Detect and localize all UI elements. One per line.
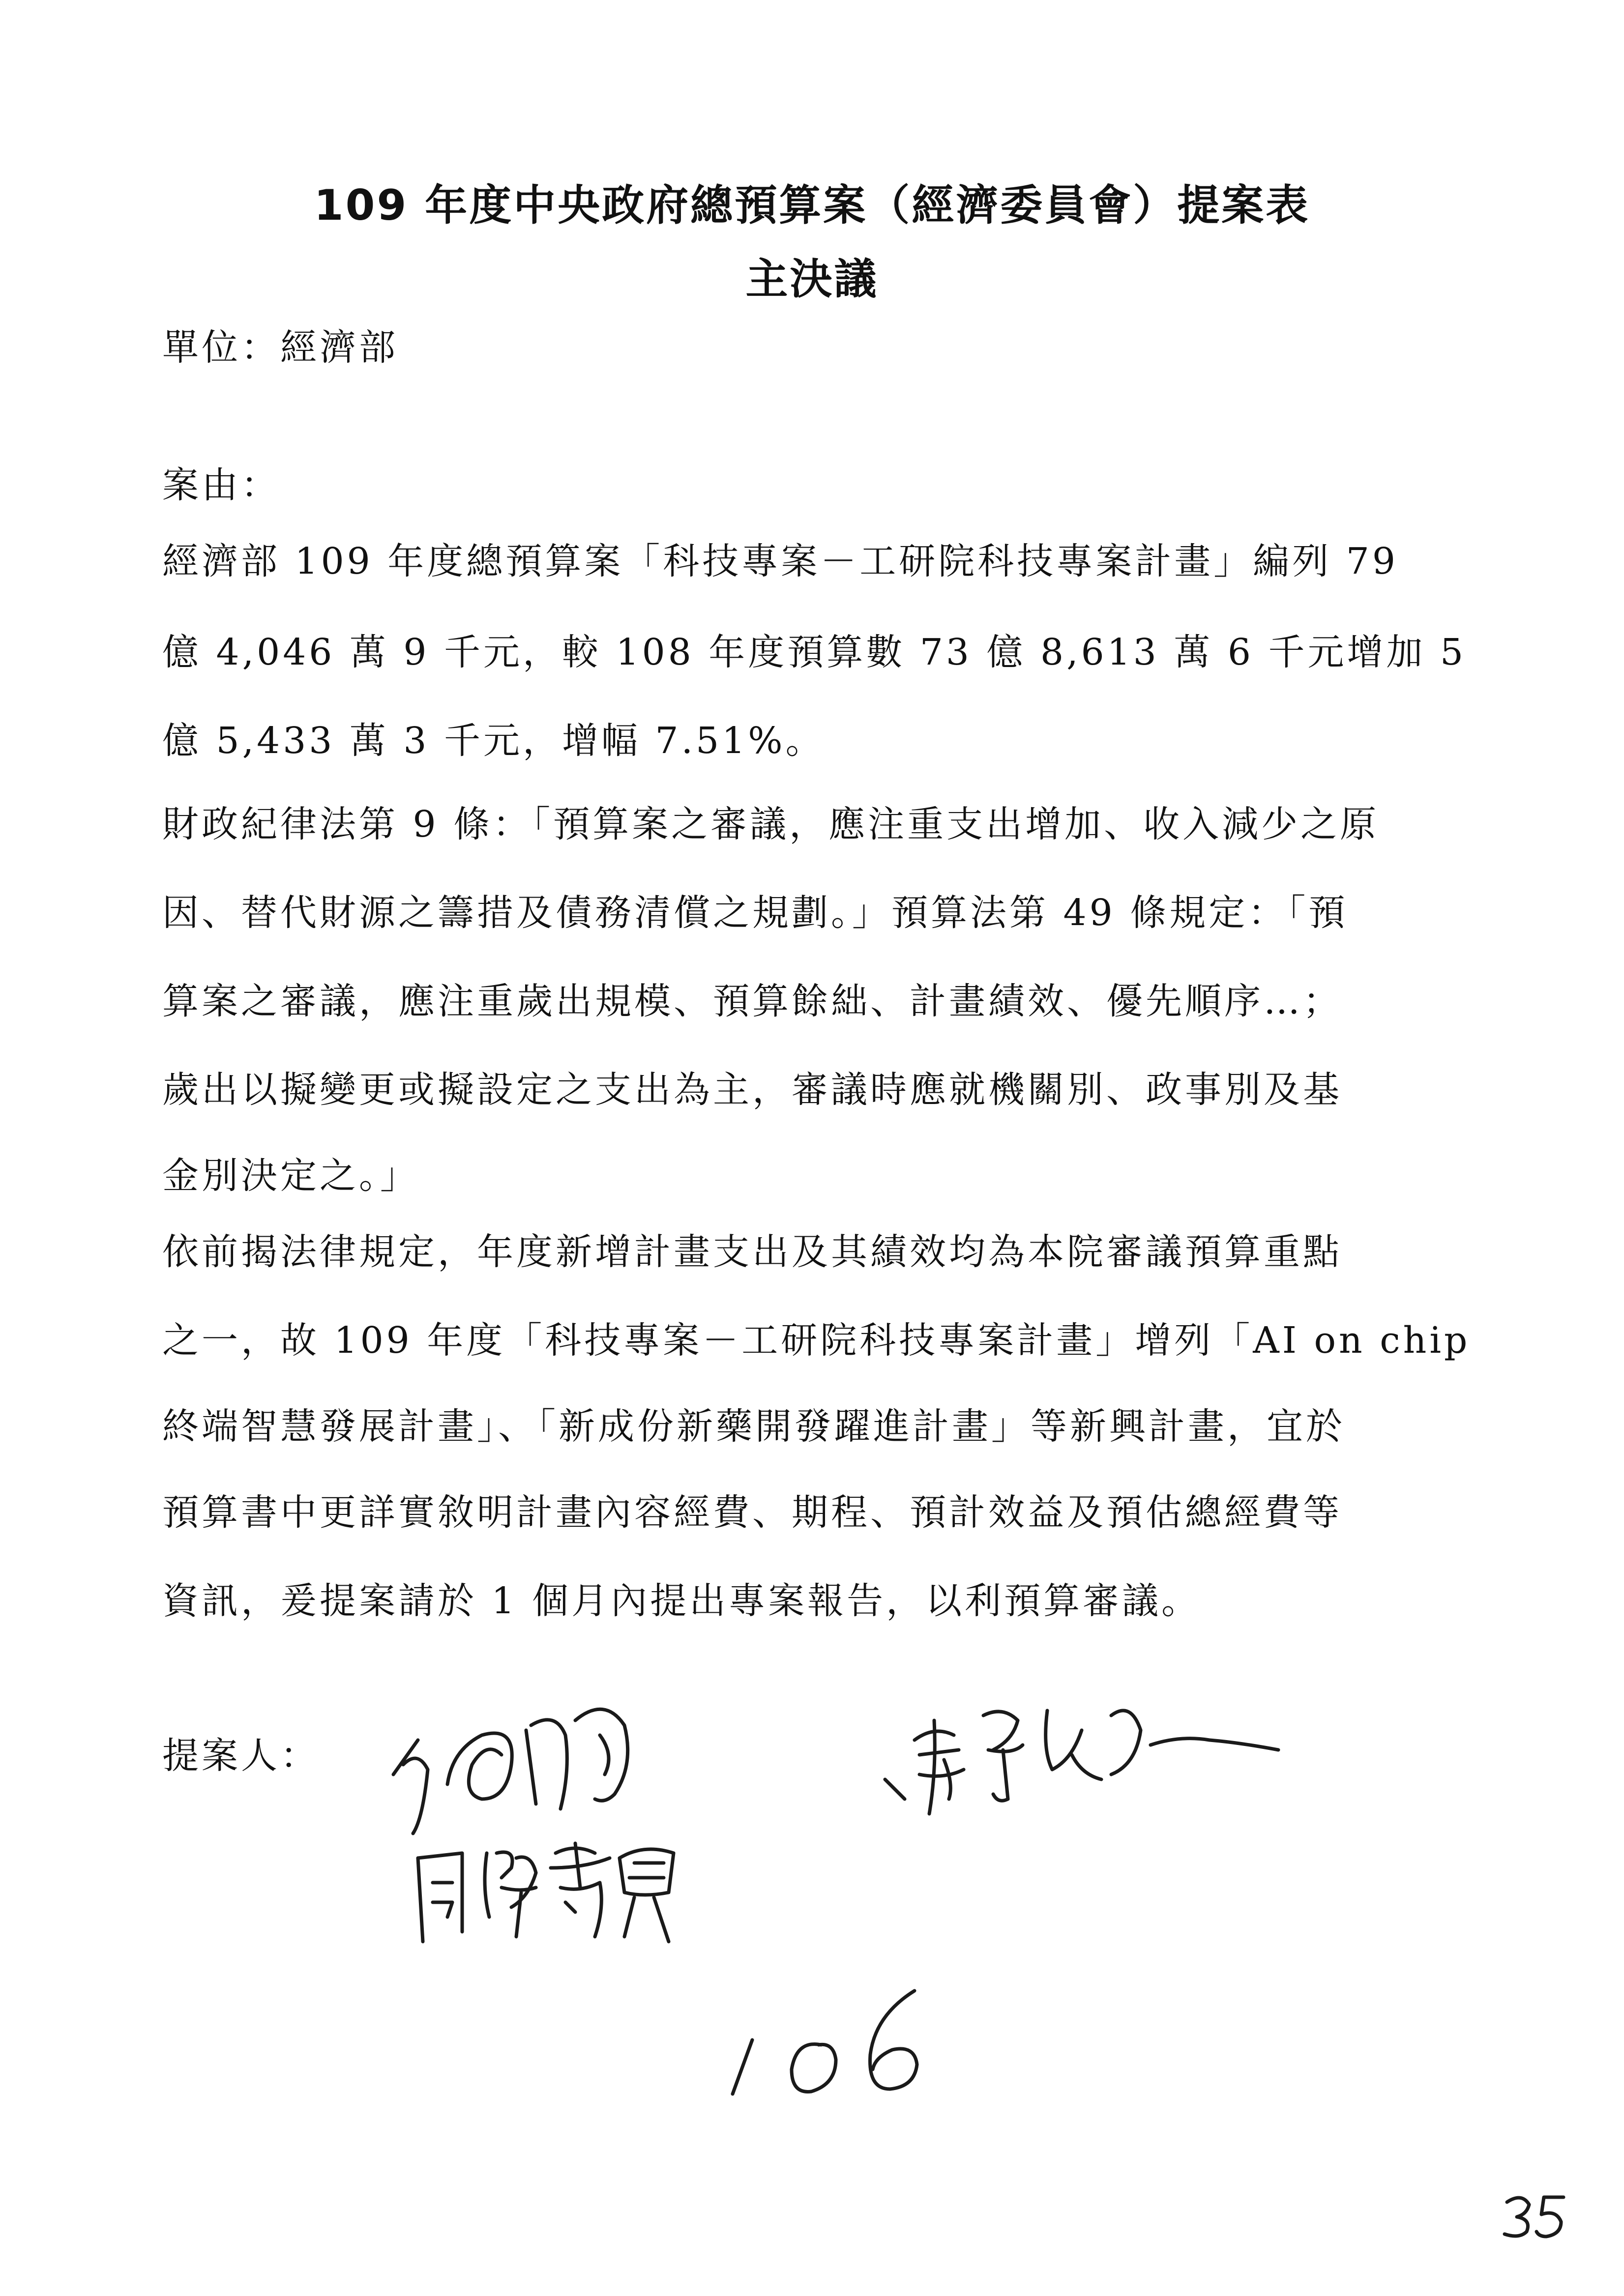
body-line: 依前揭法律規定，年度新增計畫支出及其績效均為本院審議預算重點 <box>162 1231 1342 1273</box>
signature-2 <box>875 1681 1288 1829</box>
body-line: 億 5,433 萬 3 千元，增幅 7.51%。 <box>162 720 825 762</box>
unit-line: 單位：經濟部 <box>162 326 398 369</box>
body-line: 億 4,046 萬 9 千元，較 108 年度預算數 73 億 8,613 萬 6 千元增加 5 <box>162 631 1467 673</box>
body-line: 因、替代財源之籌措及債務清償之規劃。」預算法第 49 條規定：「預 <box>162 892 1348 934</box>
body-line: 財政紀律法第 9 條：「預算案之審議，應注重支出增加、收入減少之原 <box>162 803 1380 845</box>
body-line: 之一，故 109 年度「科技專案－工研院科技專案計畫」增列「AI on chip <box>162 1319 1471 1362</box>
body-line: 歲出以擬變更或擬設定之支出為主，審議時應就機關別、政事別及基 <box>162 1069 1342 1111</box>
handwritten-number <box>723 1986 939 2104</box>
proposer-label: 提案人： <box>162 1735 320 1777</box>
body-line: 預算書中更詳實敘明計畫內容經費、期程、預計效益及預估總經費等 <box>162 1491 1342 1534</box>
body-line: 終端智慧發展計畫」、「新成份新藥開發躍進計畫」等新興計畫，宜於 <box>162 1405 1345 1448</box>
document-subtitle: 主決議 <box>745 255 879 304</box>
reason-label: 案由： <box>162 464 280 506</box>
body-line: 金別決定之。」 <box>162 1155 419 1197</box>
body-line: 資訊，爰提案請於 1 個月內提出專案報告，以利預算審議。 <box>162 1580 1201 1622</box>
document-title: 109 年度中央政府總預算案（經濟委員會）提案表 <box>314 181 1310 230</box>
signature-1 <box>388 1681 772 1956</box>
body-line: 算案之審議，應注重歲出規模、預算餘絀、計畫績效、優先順序…； <box>162 980 1342 1022</box>
page-number <box>1500 2190 1578 2244</box>
body-line: 經濟部 109 年度總預算案「科技專案－工研院科技專案計畫」編列 79 <box>162 540 1398 582</box>
